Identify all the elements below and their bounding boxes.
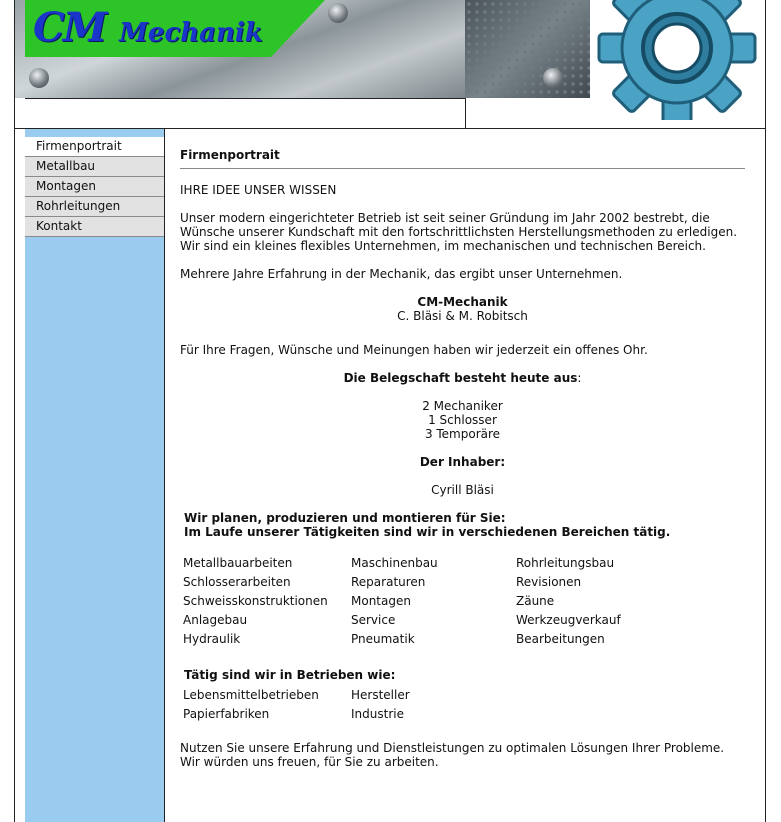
rivet-icon <box>543 68 563 88</box>
services-table <box>183 553 621 648</box>
industry-item: Papierfabriken <box>183 706 270 721</box>
services-heading <box>184 511 745 539</box>
company-name: CM-Mechanik <box>417 295 508 309</box>
staff-list <box>180 399 745 441</box>
intro-text: Unser modern eingerichteter Betrieb ist seit seiner Gründung im Jahr 2002 bestrebt, die Wünsche unserer Kundschaft mit den fortschrittlichsten Herstellungsmethoden zu erledigen. Wir sind ein kleines flexibles Unternehmen, im mechanischen und technischen Bereich. <box>180 211 738 253</box>
header-strip <box>25 108 466 128</box>
services-section <box>183 511 745 723</box>
experience-text: Mehrere Jahre Erfahrung in der Mechanik, das ergibt unser Unternehmen. <box>180 267 623 281</box>
closing-text <box>180 741 745 769</box>
closing-line: Wir würden uns freuen, für Sie zu arbeiten. <box>180 755 439 769</box>
page-title: Firmenportrait <box>180 148 745 169</box>
service-item: Hydraulik <box>183 631 241 646</box>
nav-item-firmenportrait[interactable]: Firmenportrait <box>25 137 164 157</box>
service-item: Pneumatik <box>351 631 415 646</box>
company-block <box>180 295 745 323</box>
rivet-icon <box>29 68 49 88</box>
service-item: Schlosserarbeiten <box>183 574 291 589</box>
industries-table <box>183 685 410 723</box>
sidebar-nav <box>25 137 164 237</box>
rivet-icon <box>328 3 348 23</box>
service-item: Revisionen <box>516 574 582 589</box>
logo-name: Mechanik <box>119 18 263 48</box>
company-owners: C. Bläsi & M. Robitsch <box>397 309 528 323</box>
owner-heading: Der Inhaber: <box>419 455 506 469</box>
service-item: Rohrleitungsbau <box>516 555 615 570</box>
questions-text: Für Ihre Fragen, Wünsche und Meinungen haben wir jederzeit ein offenes Ohr. <box>180 343 648 357</box>
gear-icon <box>592 0 762 120</box>
nav-item-montagen[interactable]: Montagen <box>25 177 164 197</box>
sidebar <box>25 129 165 822</box>
staff-item: 1 Schlosser <box>428 413 497 427</box>
service-item: Maschinenbau <box>351 555 438 570</box>
site-logo[interactable] <box>33 4 263 51</box>
main-content <box>180 148 745 783</box>
closing-line: Nutzen Sie unsere Erfahrung und Dienstleistungen zu optimalen Lösungen Ihrer Probleme. <box>180 741 725 755</box>
header-banner <box>15 0 765 129</box>
staff-heading: Die Belegschaft besteht heute aus <box>343 371 578 385</box>
table-row <box>183 572 621 591</box>
slogan: IHRE IDEE UNSER WISSEN <box>180 183 337 197</box>
services-heading-line: Im Laufe unserer Tätigkeiten sind wir in verschiedenen Bereichen tätig. <box>184 525 671 539</box>
logo-cm: CM <box>33 4 106 51</box>
tread-plate-image <box>465 0 590 98</box>
table-row <box>183 704 410 723</box>
table-row <box>183 553 621 572</box>
service-item: Schweisskonstruktionen <box>183 593 328 608</box>
staff-item: 2 Mechaniker <box>422 399 503 413</box>
nav-item-metallbau[interactable]: Metallbau <box>25 157 164 177</box>
industry-item: Lebensmittelbetrieben <box>183 687 319 702</box>
service-item: Montagen <box>351 593 411 608</box>
service-item: Werkzeugverkauf <box>516 612 621 627</box>
service-item: Service <box>351 612 396 627</box>
industries-heading: Tätig sind wir in Betrieben wie: <box>184 668 396 682</box>
staff-item: 3 Temporäre <box>424 427 501 441</box>
nav-item-rohrleitungen[interactable]: Rohrleitungen <box>25 197 164 217</box>
table-row <box>183 685 410 704</box>
industry-item: Hersteller <box>351 687 410 702</box>
gear-image <box>590 0 765 128</box>
service-item: Bearbeitungen <box>516 631 605 646</box>
table-row <box>183 629 621 648</box>
service-item: Reparaturen <box>351 574 426 589</box>
services-heading-line: Wir planen, produzieren und montieren für Sie: <box>184 511 506 525</box>
staff-heading-line <box>180 371 745 385</box>
service-item: Anlagebau <box>183 612 248 627</box>
owner-name: Cyrill Bläsi <box>431 483 494 497</box>
staff-heading-colon: : <box>577 371 582 385</box>
service-item: Metallbauarbeiten <box>183 555 293 570</box>
table-row <box>183 591 621 610</box>
nav-item-kontakt[interactable]: Kontakt <box>25 217 164 237</box>
table-row <box>183 610 621 629</box>
service-item: Zäune <box>516 593 555 608</box>
industry-item: Industrie <box>351 706 404 721</box>
page-frame <box>14 0 766 822</box>
